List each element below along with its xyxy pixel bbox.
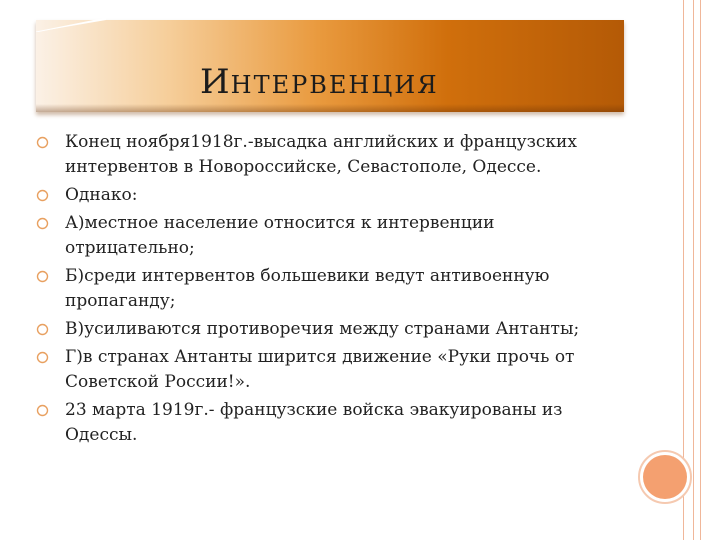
bullet-text: В)усиливаются противоречия между странами Антанты; <box>65 319 580 339</box>
bullet-list <box>36 130 626 451</box>
title-band-corner-accent <box>36 18 106 32</box>
bullet-circle-icon <box>36 270 49 283</box>
bullet-item <box>36 130 626 180</box>
bullet-circle-icon <box>36 323 49 336</box>
bullet-circle-icon <box>36 404 49 417</box>
bullet-text: 23 марта 1919г.- французские войска эвакуированы из Одессы. <box>65 400 563 445</box>
title-band-shadow <box>36 104 624 112</box>
frame-line-3 <box>700 0 701 540</box>
bullet-item <box>36 345 626 395</box>
bullet-circle-icon <box>36 189 49 202</box>
bullet-text: Б)среди интервентов большевики ведут антивоенную пропаганду; <box>65 266 550 311</box>
decorative-circle-inner <box>643 455 687 499</box>
bullet-item <box>36 264 626 314</box>
frame-line-2 <box>693 0 694 540</box>
slide-title <box>200 62 439 105</box>
title-initial: И <box>200 62 231 102</box>
bullet-item <box>36 317 626 342</box>
bullet-item <box>36 398 626 448</box>
title-rest: НТЕРВЕНЦИЯ <box>230 71 439 99</box>
bullet-text: Г)в странах Антанты ширится движение «Руки прочь от Советской России!». <box>65 347 575 392</box>
bullet-circle-icon <box>36 351 49 364</box>
bullet-circle-icon <box>36 217 49 230</box>
bullet-item <box>36 183 626 208</box>
bullet-circle-icon <box>36 136 49 149</box>
bullet-text: Однако: <box>65 185 138 205</box>
bullet-text: А)местное население относится к интервенции отрицательно; <box>65 213 495 258</box>
bullet-item <box>36 211 626 261</box>
bullet-text: Конец ноября1918г.-высадка английских и французских интервентов в Новороссийске, Севастополе, Одессе. <box>65 132 577 177</box>
